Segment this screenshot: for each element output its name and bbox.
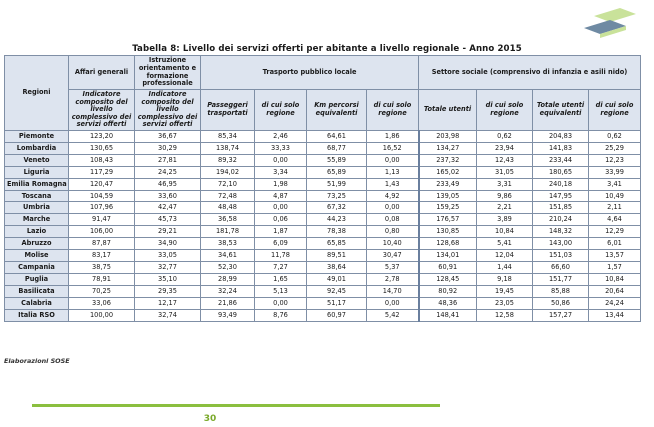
value-cell: 4,92 [367,190,419,202]
value-cell: 130,65 [69,142,135,154]
value-cell: 203,98 [419,131,477,143]
value-cell: 176,57 [419,214,477,226]
region-name-cell: Puglia [5,273,69,285]
region-name-cell: Campania [5,261,69,273]
value-cell: 143,00 [533,238,589,250]
value-cell: 23,05 [477,297,533,309]
value-cell: 157,27 [533,309,589,321]
value-cell: 0,00 [255,154,307,166]
value-cell: 148,32 [533,226,589,238]
value-cell: 87,87 [69,238,135,250]
header-km-percorsi: Km percorsi equivalenti [307,90,367,131]
value-cell: 46,95 [135,178,201,190]
value-cell: 1,44 [477,261,533,273]
value-cell: 78,38 [307,226,367,238]
header-indicatore-affari: Indicatore composito del livello complessivo dei servizi offerti [69,90,135,131]
value-cell: 1,87 [255,226,307,238]
value-cell: 51,17 [307,297,367,309]
value-cell: 12,43 [477,154,533,166]
value-cell: 151,03 [533,250,589,262]
value-cell: 123,20 [69,131,135,143]
value-cell: 10,84 [589,273,641,285]
header-di-cui-regione-3: di cui solo regione [477,90,533,131]
value-cell: 33,05 [135,250,201,262]
value-cell: 13,44 [589,309,641,321]
table-row [5,297,641,309]
value-cell: 65,85 [307,238,367,250]
table-row [5,273,641,285]
value-cell: 80,92 [419,285,477,297]
value-cell: 12,58 [477,309,533,321]
value-cell: 3,31 [477,178,533,190]
value-cell: 138,74 [201,142,255,154]
value-cell: 9,18 [477,273,533,285]
value-cell: 6,01 [589,238,641,250]
value-cell: 9,86 [477,190,533,202]
value-cell: 65,89 [307,166,367,178]
header-settore-sociale: Settore sociale (comprensivo di infanzia e asili nido) [419,56,641,90]
value-cell: 55,89 [307,154,367,166]
value-cell: 2,21 [477,202,533,214]
value-cell: 33,60 [135,190,201,202]
value-cell: 1,13 [367,166,419,178]
region-name-cell: Piemonte [5,131,69,143]
value-cell: 85,88 [533,285,589,297]
value-cell: 49,01 [307,273,367,285]
value-cell: 83,17 [69,250,135,262]
value-cell: 148,41 [419,309,477,321]
table-row [5,309,641,321]
value-cell: 10,84 [477,226,533,238]
value-cell: 194,02 [201,166,255,178]
value-cell: 0,00 [255,297,307,309]
value-cell: 7,27 [255,261,307,273]
value-cell: 66,60 [533,261,589,273]
region-name-cell: Basilicata [5,285,69,297]
value-cell: 0,00 [367,297,419,309]
header-passeggeri: Passeggeri trasportati [201,90,255,131]
table-row [5,166,641,178]
value-cell: 24,25 [135,166,201,178]
value-cell: 14,70 [367,285,419,297]
value-cell: 92,45 [307,285,367,297]
value-cell: 0,00 [255,202,307,214]
value-cell: 32,77 [135,261,201,273]
value-cell: 44,23 [307,214,367,226]
value-cell: 78,91 [69,273,135,285]
value-cell: 141,83 [533,142,589,154]
header-di-cui-regione-4: di cui solo regione [589,90,641,131]
value-cell: 134,27 [419,142,477,154]
value-cell: 147,95 [533,190,589,202]
value-cell: 25,29 [589,142,641,154]
table-row [5,238,641,250]
value-cell: 5,13 [255,285,307,297]
value-cell: 29,35 [135,285,201,297]
value-cell: 93,49 [201,309,255,321]
value-cell: 0,62 [589,131,641,143]
value-cell: 38,75 [69,261,135,273]
value-cell: 12,23 [589,154,641,166]
value-cell: 233,49 [419,178,477,190]
value-cell: 1,98 [255,178,307,190]
table-title: Tabella 8: Livello dei servizi offerti per abitante a livello regionale - Anno 2015 [132,44,522,54]
value-cell: 23,94 [477,142,533,154]
value-cell: 5,42 [367,309,419,321]
value-cell: 85,34 [201,131,255,143]
region-name-cell: Emilia Romagna [5,178,69,190]
value-cell: 128,45 [419,273,477,285]
value-cell: 117,29 [69,166,135,178]
value-cell: 0,06 [255,214,307,226]
footer-divider [32,404,440,407]
value-cell: 4,64 [589,214,641,226]
value-cell: 104,59 [69,190,135,202]
value-cell: 107,96 [69,202,135,214]
value-cell: 10,40 [367,238,419,250]
region-name-cell: Italia RSO [5,309,69,321]
value-cell: 1,65 [255,273,307,285]
header-indicatore-istruzione: Indicatore composito del livello complessivo dei servizi offerti [135,90,201,131]
value-cell: 34,61 [201,250,255,262]
value-cell: 8,76 [255,309,307,321]
value-cell: 120,47 [69,178,135,190]
value-cell: 1,43 [367,178,419,190]
value-cell: 91,47 [69,214,135,226]
value-cell: 73,25 [307,190,367,202]
value-cell: 0,80 [367,226,419,238]
value-cell: 12,17 [135,297,201,309]
value-cell: 50,86 [533,297,589,309]
value-cell: 108,43 [69,154,135,166]
value-cell: 12,29 [589,226,641,238]
value-cell: 70,25 [69,285,135,297]
region-name-cell: Lazio [5,226,69,238]
value-cell: 210,24 [533,214,589,226]
value-cell: 3,34 [255,166,307,178]
value-cell: 28,99 [201,273,255,285]
value-cell: 38,53 [201,238,255,250]
value-cell: 5,41 [477,238,533,250]
region-name-cell: Umbria [5,202,69,214]
value-cell: 67,32 [307,202,367,214]
value-cell: 31,05 [477,166,533,178]
table-row [5,261,641,273]
region-name-cell: Liguria [5,166,69,178]
publisher-logo-icon [580,6,640,40]
value-cell: 64,61 [307,131,367,143]
value-cell: 48,48 [201,202,255,214]
page-number: 30 [203,414,217,424]
table-row [5,250,641,262]
value-cell: 51,99 [307,178,367,190]
value-cell: 20,64 [589,285,641,297]
region-name-cell: Marche [5,214,69,226]
table-row [5,154,641,166]
value-cell: 32,74 [135,309,201,321]
value-cell: 52,30 [201,261,255,273]
value-cell: 0,00 [367,154,419,166]
value-cell: 32,24 [201,285,255,297]
value-cell: 36,58 [201,214,255,226]
value-cell: 45,73 [135,214,201,226]
value-cell: 2,46 [255,131,307,143]
value-cell: 13,57 [589,250,641,262]
value-cell: 0,00 [367,202,419,214]
region-name-cell: Abruzzo [5,238,69,250]
value-cell: 2,11 [589,202,641,214]
table-body [5,131,641,322]
value-cell: 0,08 [367,214,419,226]
header-regioni: Regioni [5,56,69,131]
value-cell: 89,51 [307,250,367,262]
value-cell: 33,99 [589,166,641,178]
region-name-cell: Veneto [5,154,69,166]
table-row [5,178,641,190]
value-cell: 72,10 [201,178,255,190]
value-cell: 0,62 [477,131,533,143]
value-cell: 2,78 [367,273,419,285]
value-cell: 24,24 [589,297,641,309]
value-cell: 1,86 [367,131,419,143]
region-name-cell: Molise [5,250,69,262]
value-cell: 100,00 [69,309,135,321]
value-cell: 42,47 [135,202,201,214]
value-cell: 3,89 [477,214,533,226]
region-name-cell: Toscana [5,190,69,202]
value-cell: 233,44 [533,154,589,166]
header-istruzione: Istruzione orientamento e formazione professionale [135,56,201,90]
table-row [5,142,641,154]
value-cell: 1,57 [589,261,641,273]
value-cell: 240,18 [533,178,589,190]
value-cell: 35,10 [135,273,201,285]
value-cell: 10,49 [589,190,641,202]
table-row [5,285,641,297]
value-cell: 30,29 [135,142,201,154]
table-row [5,202,641,214]
value-cell: 128,68 [419,238,477,250]
source-note: Elaborazioni SOSE [4,357,70,365]
value-cell: 12,04 [477,250,533,262]
header-trasporto: Trasporto pubblico locale [201,56,419,90]
value-cell: 29,21 [135,226,201,238]
header-affari-generali: Affari generali [69,56,135,90]
value-cell: 72,48 [201,190,255,202]
value-cell: 89,32 [201,154,255,166]
value-cell: 36,67 [135,131,201,143]
value-cell: 151,77 [533,273,589,285]
value-cell: 68,77 [307,142,367,154]
value-cell: 106,00 [69,226,135,238]
value-cell: 60,91 [419,261,477,273]
value-cell: 48,36 [419,297,477,309]
value-cell: 130,85 [419,226,477,238]
value-cell: 139,05 [419,190,477,202]
value-cell: 3,41 [589,178,641,190]
value-cell: 38,64 [307,261,367,273]
value-cell: 27,81 [135,154,201,166]
region-name-cell: Lombardia [5,142,69,154]
value-cell: 11,78 [255,250,307,262]
value-cell: 60,97 [307,309,367,321]
value-cell: 19,45 [477,285,533,297]
value-cell: 4,87 [255,190,307,202]
value-cell: 159,25 [419,202,477,214]
value-cell: 5,37 [367,261,419,273]
value-cell: 33,06 [69,297,135,309]
value-cell: 165,02 [419,166,477,178]
value-cell: 237,32 [419,154,477,166]
table-row [5,226,641,238]
value-cell: 21,86 [201,297,255,309]
value-cell: 34,90 [135,238,201,250]
table-row [5,214,641,226]
value-cell: 30,47 [367,250,419,262]
regional-services-table [4,55,641,322]
value-cell: 204,83 [533,131,589,143]
value-cell: 151,85 [533,202,589,214]
value-cell: 33,33 [255,142,307,154]
value-cell: 16,52 [367,142,419,154]
region-name-cell: Calabria [5,297,69,309]
header-totale-utenti: Totale utenti [419,90,477,131]
table-row [5,131,641,143]
value-cell: 181,78 [201,226,255,238]
header-totale-utenti-equivalenti: Totale utenti equivalenti [533,90,589,131]
header-di-cui-regione-2: di cui solo regione [367,90,419,131]
value-cell: 134,01 [419,250,477,262]
table-row [5,190,641,202]
header-di-cui-regione-1: di cui solo regione [255,90,307,131]
value-cell: 6,09 [255,238,307,250]
value-cell: 180,65 [533,166,589,178]
